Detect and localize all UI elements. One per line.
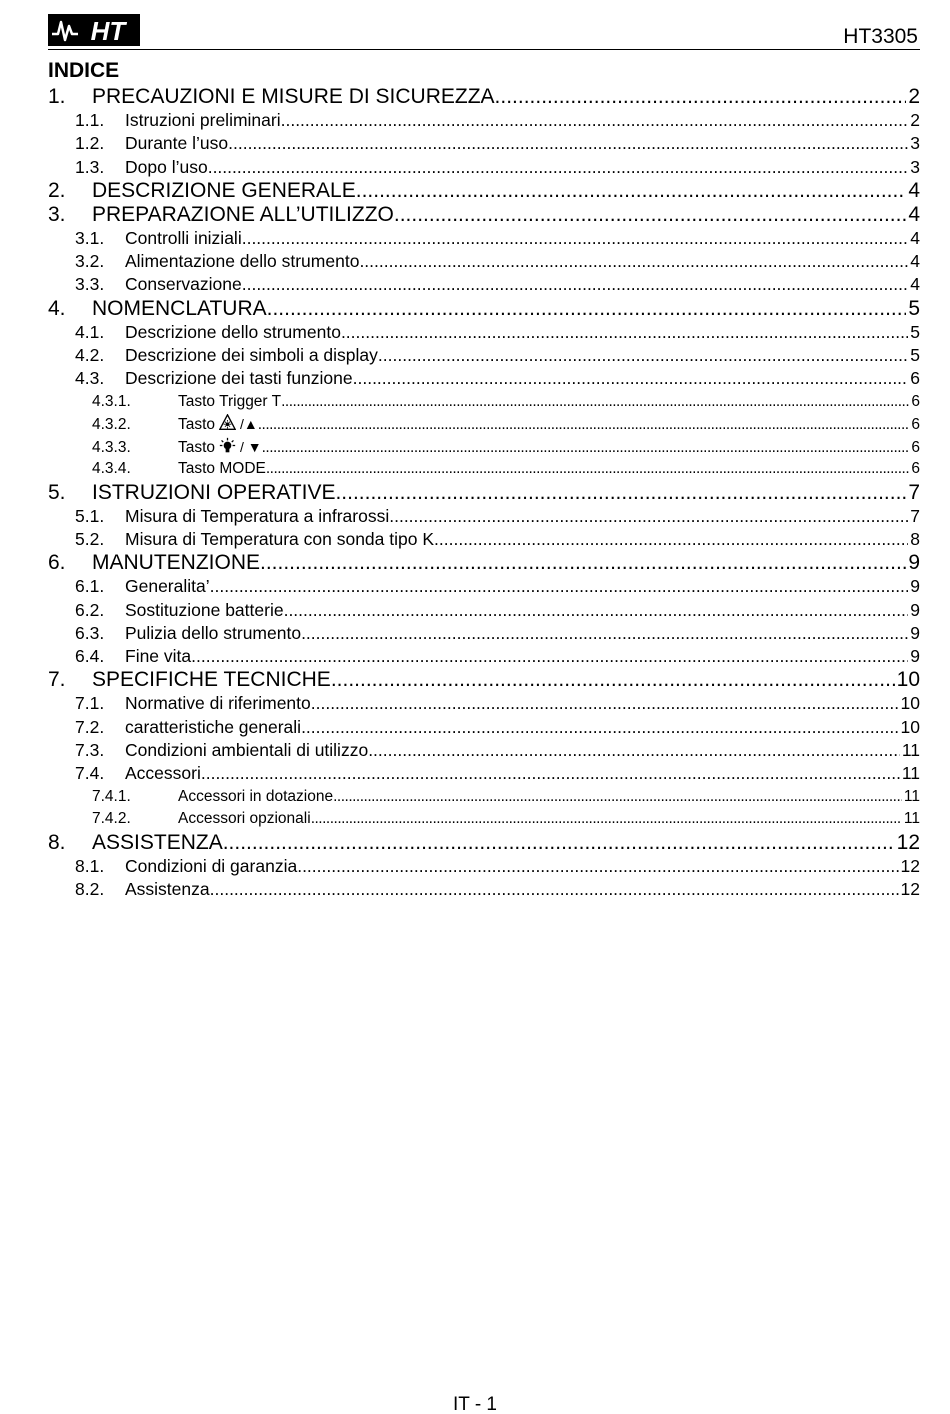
toc-entry-leader <box>208 156 909 179</box>
toc-entry-number: 4.3.2. <box>92 416 131 434</box>
toc-entry-leader <box>356 179 907 203</box>
toc-entry-leader <box>353 367 909 390</box>
toc-entry[interactable] <box>48 321 920 344</box>
toc-entry-title: Sostituzione batterie <box>125 599 284 620</box>
toc-entry-page: 9 <box>908 551 920 575</box>
toc-entry-page: 4 <box>910 227 920 248</box>
toc-entry-title: MANUTENZIONE <box>92 551 260 575</box>
toc-entry-leader <box>389 505 908 528</box>
toc-entry-title: Accessori <box>125 763 201 784</box>
toc-entry-page: 12 <box>900 855 920 876</box>
toc-entry-title: Conservazione <box>125 274 242 295</box>
toc-entry[interactable] <box>48 692 920 715</box>
toc-entry-leader <box>359 250 908 273</box>
toc-entry-label <box>125 762 201 785</box>
toc-entry-label <box>92 551 260 575</box>
toc-entry-number: 3.3. <box>75 274 105 295</box>
toc-entry[interactable] <box>48 481 920 505</box>
toc-entry-title: Condizioni ambientali di utilizzo <box>125 740 369 761</box>
toc-entry-page: 4 <box>910 251 920 272</box>
toc-entry-title: Tasto <box>178 438 216 456</box>
toc-entry-number: 6.3. <box>75 622 105 643</box>
toc-entry-page: 6 <box>911 416 920 434</box>
toc-entry-number: 3. <box>48 202 66 226</box>
toc-entry-leader <box>394 203 906 227</box>
toc-entry-page: 9 <box>910 576 920 597</box>
toc-entry-leader <box>331 668 895 692</box>
toc-entry[interactable] <box>48 622 920 645</box>
toc-entry-page: 12 <box>900 878 920 899</box>
toc-entry-leader <box>223 831 895 855</box>
toc-entry-leader <box>301 716 898 739</box>
toc-entry-leader <box>368 739 900 762</box>
toc-entry-label <box>92 297 267 321</box>
toc-entry-title: Pulizia dello strumento <box>125 622 302 643</box>
toc-entry-title: PREPARAZIONE ALL’UTILIZZO <box>92 202 394 226</box>
toc-entry-title: DESCRIZIONE GENERALE <box>92 178 356 202</box>
toc-entry-number: 7.4.2. <box>92 810 131 828</box>
toc-entry-leader <box>260 551 906 575</box>
toc-entry-number: 6.2. <box>75 599 105 620</box>
toc-entry-label <box>125 622 301 645</box>
toc-entry-number: 1. <box>48 85 66 108</box>
toc-entry-title: NOMENCLATURA <box>92 296 267 320</box>
toc-entry-page: 11 <box>901 763 920 784</box>
toc-entry-leader <box>201 762 900 785</box>
toc-entry-leader <box>210 575 909 598</box>
toc-entry-leader <box>266 458 910 480</box>
toc-entry-label <box>178 413 258 436</box>
toc-entry-label <box>178 391 281 413</box>
toc-entry-title: Descrizione dei simboli a display <box>125 345 378 366</box>
toc-entry-label <box>125 367 353 390</box>
toc-entry[interactable] <box>48 716 920 739</box>
toc-entry-number: 7.3. <box>75 740 105 761</box>
toc-entry[interactable] <box>48 132 920 155</box>
toc-entry-label <box>92 179 356 203</box>
toc-entry-title: Condizioni di garanzia <box>125 855 298 876</box>
toc-entry[interactable] <box>48 85 920 109</box>
laser-icon <box>215 416 236 433</box>
toc-entry-label <box>178 786 333 808</box>
toc-entry-number: 4.3.4. <box>92 460 131 478</box>
toc-entry-title: Tasto Trigger T <box>178 392 282 410</box>
toc-entry-leader <box>281 109 909 132</box>
ht-logo <box>48 14 140 46</box>
toc-entry-number: 8. <box>48 830 66 854</box>
toc-entry-leader <box>242 227 909 250</box>
toc-entry-label <box>125 344 378 367</box>
toc-entry-page: 11 <box>901 740 920 761</box>
toc-entry[interactable] <box>48 786 920 809</box>
toc-entry-leader <box>284 599 909 622</box>
toc-entry-label <box>125 273 242 296</box>
toc-entry-number: 7.4.1. <box>92 787 131 805</box>
toc-entry-page: 6 <box>911 392 920 410</box>
toc-entry-number: 4.2. <box>75 345 105 366</box>
toc-entry-number: 7.1. <box>75 693 105 714</box>
toc-entry-leader <box>297 855 898 878</box>
page-header <box>48 12 920 50</box>
toc-entry[interactable] <box>48 156 920 179</box>
toc-entry-page: 10 <box>900 716 920 737</box>
toc-entry-label <box>178 436 262 459</box>
toc-entry-leader <box>311 692 899 715</box>
toc-entry-title: Normative di riferimento <box>125 693 311 714</box>
toc-entry-label <box>92 481 335 505</box>
toc-entry[interactable] <box>48 668 920 692</box>
toc-entry-title: Descrizione dello strumento <box>125 321 341 342</box>
toc-entry-title: Dopo l’uso <box>125 156 208 177</box>
toc-entry-title: caratteristiche generali <box>125 716 302 737</box>
toc-entry-page: 7 <box>908 480 920 504</box>
toc-entry-number: 4.3.3. <box>92 438 131 456</box>
toc-entry-leader <box>301 622 908 645</box>
toc-entry[interactable] <box>48 878 920 901</box>
toc-entry-page: 7 <box>910 505 920 526</box>
toc-entry-number: 5.2. <box>75 528 105 549</box>
toc-entry[interactable] <box>48 250 920 273</box>
toc-title: INDICE <box>48 59 120 82</box>
toc-entry[interactable] <box>48 227 920 250</box>
toc-entry-page: 6 <box>910 368 920 389</box>
toc-entry-leader <box>262 437 910 459</box>
toc-entry[interactable] <box>48 436 920 459</box>
toc-entry[interactable] <box>48 344 920 367</box>
toc-entry-page: 9 <box>910 622 920 643</box>
toc-entry-title: Durante l’uso <box>125 133 229 154</box>
toc-entry-page: 6 <box>911 438 920 456</box>
toc-entry-label <box>92 85 495 109</box>
toc-entry-page: 6 <box>911 460 920 478</box>
toc-entry-label <box>125 692 311 715</box>
toc-entry-page: 10 <box>896 668 920 692</box>
logo-text: HT <box>90 16 126 46</box>
toc-entry-page: 3 <box>910 133 920 154</box>
toc-entry-number: 6.1. <box>75 576 105 597</box>
toc-entry-title: Tasto MODE <box>178 460 266 478</box>
toc-entry-page: 4 <box>910 274 920 295</box>
toc-entry-title: Controlli iniziali <box>125 227 242 248</box>
toc-entry-leader <box>434 528 908 551</box>
toc-entry[interactable] <box>48 645 920 668</box>
toc-entry-title: Descrizione dei tasti funzione <box>125 368 353 389</box>
toc-entry-leader <box>267 297 907 321</box>
toc-entry-label <box>125 878 210 901</box>
toc-entry-leader <box>333 786 902 808</box>
toc-entry-page: 4 <box>908 178 920 202</box>
toc-entry-leader <box>281 391 909 413</box>
toc-entry[interactable] <box>48 599 920 622</box>
toc-entry-label <box>178 458 266 480</box>
toc-entry-title: PRECAUZIONI E MISURE DI SICUREZZA <box>92 85 495 108</box>
toc-entry[interactable] <box>48 367 920 390</box>
toc-entry-number: 4.3.1. <box>92 392 131 410</box>
toc-entry[interactable] <box>48 831 920 855</box>
toc-entry-leader <box>191 645 908 668</box>
toc-entry-number: 7.4. <box>75 763 105 784</box>
toc-entry-title: Generalita’ <box>125 576 210 597</box>
toc-entry-label <box>125 645 191 668</box>
toc-entry-number: 6. <box>48 551 66 575</box>
toc-entry-number: 1.2. <box>75 133 105 154</box>
toc-entry-leader <box>335 481 906 505</box>
toc-entry-label <box>125 528 434 551</box>
toc-entry[interactable] <box>48 551 920 575</box>
toc-entry[interactable] <box>48 179 920 203</box>
toc-entry-page: 5 <box>908 296 920 320</box>
toc-entry-page: 2 <box>910 110 920 130</box>
toc-entry-title: Fine vita <box>125 646 192 667</box>
toc-entry[interactable] <box>48 458 920 481</box>
toc-entry-number: 1.1. <box>75 110 105 130</box>
toc-entry-arrow: /▲ <box>236 416 258 433</box>
toc-entry-label <box>125 505 389 528</box>
model-name: HT3305 <box>843 25 918 48</box>
toc-entry-label <box>125 156 208 179</box>
toc-entry[interactable] <box>48 413 920 436</box>
toc-entry-number: 3.2. <box>75 251 105 272</box>
toc-entry-title: Misura di Temperatura con sonda tipo K <box>125 528 435 549</box>
toc-entry-label <box>125 739 368 762</box>
toc-entry[interactable] <box>48 528 920 551</box>
toc-entry-label <box>125 575 210 598</box>
toc-entry-title: Misura di Temperatura a infrarossi <box>125 505 390 526</box>
toc-entry[interactable] <box>48 203 920 227</box>
toc-entry-label <box>92 203 394 227</box>
toc-entry-number: 5. <box>48 480 66 504</box>
toc-entry-leader <box>378 344 908 367</box>
toc-entry-number: 7. <box>48 668 66 692</box>
toc-entry-title: Accessori in dotazione <box>178 787 334 805</box>
toc-entry-label <box>125 321 341 344</box>
toc-entry-number: 4.1. <box>75 321 105 342</box>
toc-entry-page: 11 <box>903 810 920 828</box>
toc-entry-leader <box>341 321 908 344</box>
toc-entry-leader <box>258 414 910 436</box>
toc-entry-title: ISTRUZIONI OPERATIVE <box>92 480 336 504</box>
table-of-contents <box>48 85 920 901</box>
toc-entry-page: 12 <box>896 830 920 854</box>
toc-entry-label <box>125 250 359 273</box>
toc-entry[interactable] <box>48 855 920 878</box>
toc-entry-label <box>125 855 297 878</box>
toc-entry-label <box>125 109 281 132</box>
backlight-icon <box>215 439 236 456</box>
toc-entry-page: 4 <box>908 202 920 226</box>
toc-entry-title: Accessori opzionali <box>178 810 311 828</box>
toc-entry-label <box>92 668 331 692</box>
toc-entry[interactable] <box>48 505 920 528</box>
toc-entry-number: 7.2. <box>75 716 105 737</box>
toc-entry-number: 8.2. <box>75 878 105 899</box>
toc-entry[interactable] <box>48 762 920 785</box>
toc-entry-page: 5 <box>910 345 920 366</box>
toc-entry-number: 6.4. <box>75 646 105 667</box>
toc-entry-title: Istruzioni preliminari <box>125 110 281 130</box>
toc-entry-page: 9 <box>910 599 920 620</box>
toc-entry-number: 4. <box>48 296 66 320</box>
toc-entry-title: ASSISTENZA <box>92 830 223 854</box>
toc-entry-label <box>125 716 301 739</box>
toc-entry-number: 3.1. <box>75 227 105 248</box>
toc-entry[interactable] <box>48 109 920 132</box>
toc-entry[interactable] <box>48 808 920 831</box>
toc-entry[interactable] <box>48 391 920 414</box>
toc-entry[interactable] <box>48 297 920 321</box>
toc-entry-page: 9 <box>910 646 920 667</box>
toc-entry-title: Tasto <box>178 416 216 434</box>
toc-entry-label <box>178 808 311 830</box>
toc-entry-title: Assistenza <box>125 878 210 899</box>
toc-entry-page: 11 <box>903 787 920 805</box>
toc-entry-leader <box>495 85 907 109</box>
toc-entry-leader <box>228 132 908 155</box>
toc-entry-leader <box>210 878 899 901</box>
toc-entry-page: 10 <box>900 693 920 714</box>
toc-entry-label <box>125 132 228 155</box>
toc-entry-number: 8.1. <box>75 855 105 876</box>
toc-entry-page: 8 <box>910 528 920 549</box>
toc-entry-label <box>125 599 284 622</box>
toc-entry-arrow: / ▼ <box>236 438 262 455</box>
toc-entry-label <box>125 227 242 250</box>
toc-entry-label <box>92 831 223 855</box>
toc-entry-number: 1.3. <box>75 156 105 177</box>
toc-entry[interactable] <box>48 575 920 598</box>
toc-entry-leader <box>311 808 902 830</box>
toc-entry[interactable] <box>48 739 920 762</box>
toc-entry-page: 5 <box>910 321 920 342</box>
toc-entry-number: 2. <box>48 178 66 202</box>
toc-entry-number: 4.3. <box>75 368 105 389</box>
toc-entry-page: 2 <box>908 85 920 108</box>
toc-entry-title: SPECIFICHE TECNICHE <box>92 668 331 692</box>
toc-entry[interactable] <box>48 273 920 296</box>
toc-entry-leader <box>242 273 909 296</box>
page-number: IT - 1 <box>453 1394 497 1414</box>
toc-entry-number: 5.1. <box>75 505 105 526</box>
toc-entry-page: 3 <box>910 156 920 177</box>
toc-entry-title: Alimentazione dello strumento <box>125 251 360 272</box>
